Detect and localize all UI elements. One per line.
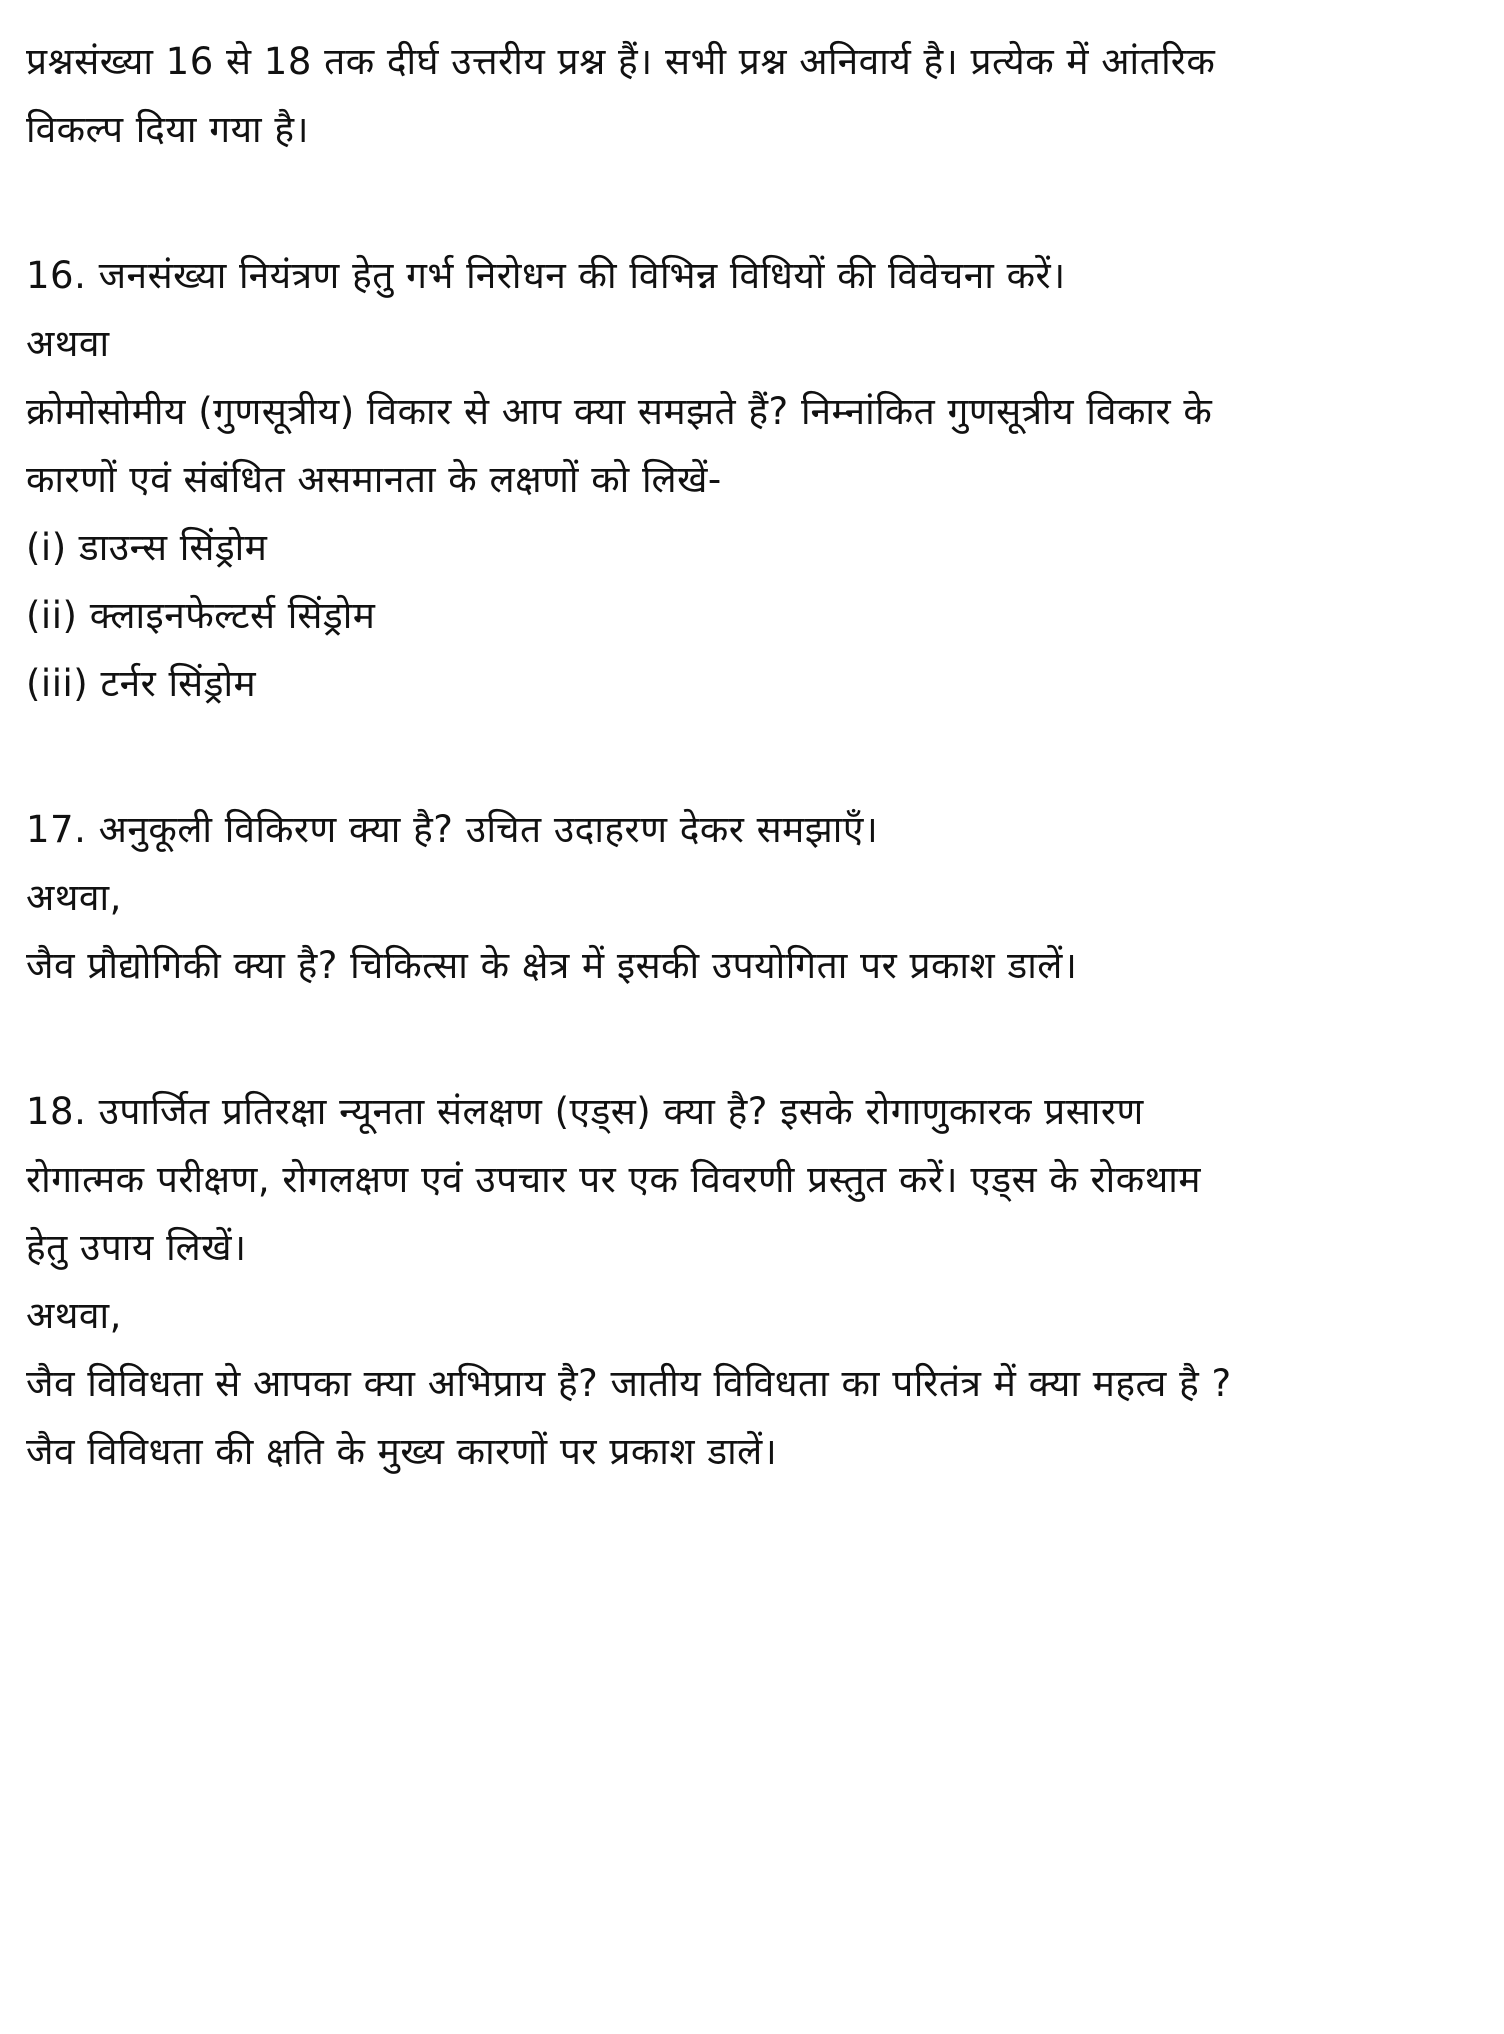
question-16-text: 16. जनसंख्या नियंत्रण हेतु गर्भ निरोधन की विभिन्न विधियों की विवेचना करें। bbox=[26, 254, 1066, 297]
or-label: अथवा, bbox=[26, 1294, 122, 1337]
question-18-line: हेतु उपाय लिखें। bbox=[26, 1226, 247, 1269]
option-item: (i) डाउन्स सिंड्रोम bbox=[26, 526, 268, 569]
question-18-line: 18. उपार्जित प्रतिरक्षा न्यूनता संलक्षण (एड्स) क्या है? इसके रोगाणुकारक प्रसारण bbox=[26, 1090, 1144, 1133]
question-18-alt-line: जैव विविधता की क्षति के मुख्य कारणों पर प्रकाश डालें। bbox=[26, 1430, 778, 1473]
question-18-line: रोगात्मक परीक्षण, रोगलक्षण एवं उपचार पर एक विवरणी प्रस्तुत करें। एड्स के रोकथाम bbox=[26, 1158, 1202, 1201]
instructions-line: विकल्प दिया गया है। bbox=[26, 108, 310, 151]
question-16-alt-line: कारणों एवं संबंधित असमानता के लक्षणों को लिखें- bbox=[26, 458, 722, 501]
instructions-line: प्रश्नसंख्या 16 से 18 तक दीर्घ उत्तरीय प्रश्न हैं। सभी प्रश्न अनिवार्य है। प्रत्येक में आंतरिक bbox=[26, 40, 1216, 83]
question-page bbox=[26, 28, 1466, 1486]
or-label: अथवा bbox=[26, 322, 110, 365]
or-label: अथवा, bbox=[26, 876, 122, 919]
question-16 bbox=[26, 242, 1466, 718]
question-18 bbox=[26, 1078, 1466, 1486]
option-item: (iii) टर्नर सिंड्रोम bbox=[26, 662, 257, 705]
question-17 bbox=[26, 796, 1466, 1000]
instructions bbox=[26, 28, 1466, 164]
question-16-alt-line: क्रोमोसोमीय (गुणसूत्रीय) विकार से आप क्या समझते हैं? निम्नांकित गुणसूत्रीय विकार के bbox=[26, 390, 1213, 433]
question-18-alt-line: जैव विविधता से आपका क्या अभिप्राय है? जातीय विविधता का परितंत्र में क्या महत्व है ? bbox=[26, 1362, 1232, 1405]
option-item: (ii) क्लाइनफेल्टर्स सिंड्रोम bbox=[26, 594, 376, 637]
question-17-alt: जैव प्रौद्योगिकी क्या है? चिकित्सा के क्षेत्र में इसकी उपयोगिता पर प्रकाश डालें। bbox=[26, 944, 1078, 987]
question-17-text: 17. अनुकूली विकिरण क्या है? उचित उदाहरण देकर समझाएँ। bbox=[26, 808, 879, 851]
